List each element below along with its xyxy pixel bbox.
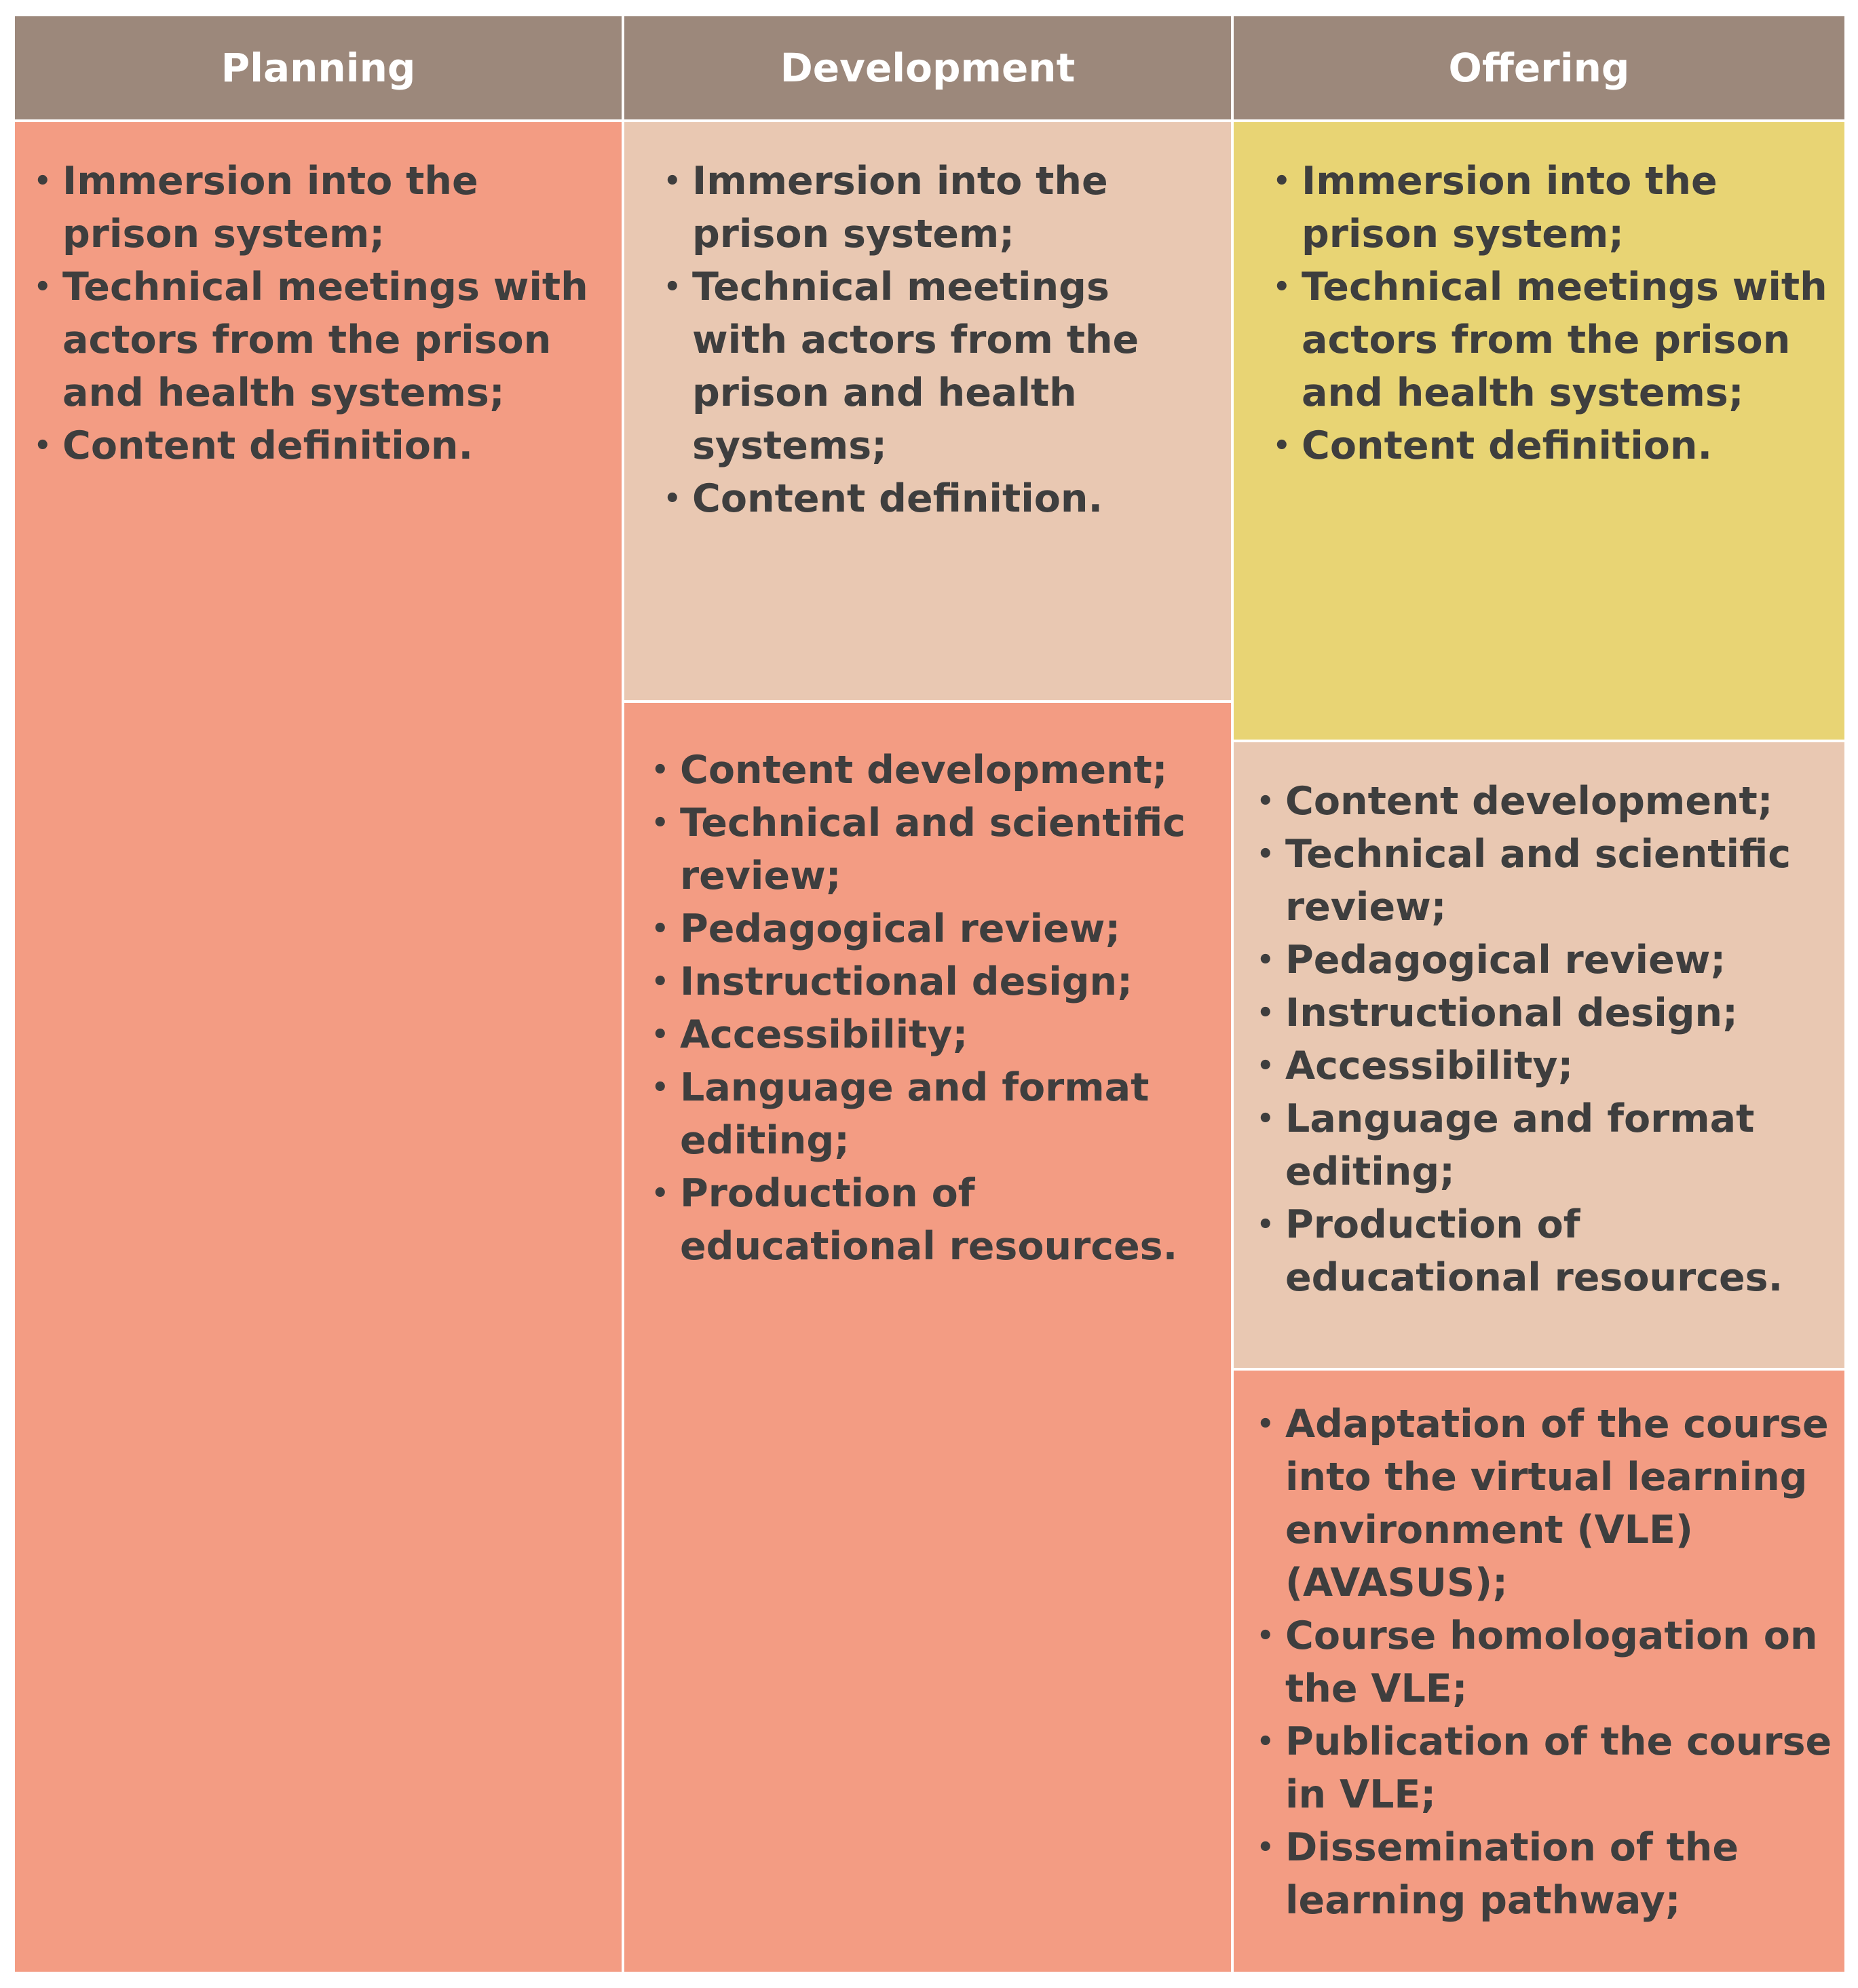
list-item: [649, 955, 1224, 1008]
list-item-text: Content definition.: [692, 476, 1103, 521]
bullet-icon: •: [1257, 1620, 1274, 1651]
bullet-icon: •: [1257, 944, 1274, 976]
list-item: [649, 1061, 1224, 1167]
list-item-text: Language and format editing;: [1285, 1096, 1755, 1194]
list-item-text: Immersion into the prison system;: [692, 159, 1108, 256]
list-item-text: Technical meetings with actors from the prison and health systems;: [62, 265, 588, 415]
list-item-text: Immersion into the prison system;: [1302, 159, 1718, 256]
bullet-icon: •: [1257, 1726, 1274, 1757]
list-item: [31, 261, 608, 419]
planning-cell: [15, 122, 622, 1972]
list-item-text: Immersion into the prison system;: [62, 159, 478, 256]
list-item-text: Instructional design;: [1285, 991, 1738, 1035]
bullet-icon: •: [1257, 839, 1274, 870]
list-item: [1254, 1398, 1838, 1609]
list-item-text: Course homologation on the VLE;: [1285, 1613, 1818, 1711]
list-item-text: Technical and scientific review;: [680, 801, 1186, 898]
list-item: [1254, 934, 1838, 987]
bullet-icon: •: [1257, 1832, 1274, 1863]
list-item-text: Content development;: [680, 748, 1168, 792]
list-item: [1254, 1821, 1838, 1927]
development-list-2: [649, 744, 1224, 1273]
list-item: [1270, 419, 1831, 472]
list-item-text: Content development;: [1285, 779, 1773, 824]
list-item: [649, 1167, 1224, 1273]
list-item: [649, 797, 1224, 902]
list-item-text: Dissemination of the learning pathway;: [1285, 1825, 1739, 1923]
list-item-text: Language and format editing;: [680, 1065, 1150, 1163]
bullet-icon: •: [1257, 1103, 1274, 1134]
list-item: [1270, 155, 1831, 261]
phases-table: [15, 16, 1844, 1972]
offering-list-2: [1254, 775, 1838, 1304]
list-item: [1254, 987, 1838, 1039]
offering-cell-1: [1234, 122, 1844, 740]
bullet-icon: •: [1273, 166, 1291, 197]
bullet-icon: •: [651, 1178, 669, 1209]
bullet-icon: •: [664, 166, 681, 197]
list-item: [1254, 1198, 1838, 1304]
list-item: [661, 261, 1217, 472]
bullet-icon: •: [1257, 1409, 1274, 1440]
planning-list: [31, 155, 608, 472]
bullet-icon: •: [651, 807, 669, 839]
development-cell-2: [624, 703, 1231, 1972]
list-item: [649, 744, 1224, 797]
list-item-text: Adaptation of the course into the virtual learning environment (VLE) (AVASUS);: [1285, 1402, 1829, 1605]
list-item: [1254, 828, 1838, 934]
bullet-icon: •: [651, 913, 669, 944]
bullet-icon: •: [664, 483, 681, 514]
list-item-text: Accessibility;: [1285, 1044, 1574, 1088]
bullet-icon: •: [651, 966, 669, 997]
bullet-icon: •: [651, 1072, 669, 1103]
bullet-icon: •: [664, 271, 681, 303]
list-item: [649, 902, 1224, 955]
bullet-icon: •: [1257, 786, 1274, 817]
list-item-text: Accessibility;: [680, 1012, 968, 1057]
bullet-icon: •: [34, 166, 52, 197]
list-item: [1254, 1715, 1838, 1821]
bullet-icon: •: [1273, 271, 1291, 303]
bullet-icon: •: [1257, 1209, 1274, 1240]
header-development: Development: [624, 16, 1231, 119]
development-cell-1: [624, 122, 1231, 700]
bullet-icon: •: [651, 754, 669, 786]
list-item-text: Publication of the course in VLE;: [1285, 1719, 1832, 1817]
header-planning: Planning: [15, 16, 622, 119]
list-item: [661, 472, 1217, 525]
list-item: [1254, 775, 1838, 828]
list-item: [31, 419, 608, 472]
list-item-text: Technical and scientific review;: [1285, 832, 1791, 930]
list-item-text: Content definition.: [62, 423, 474, 468]
header-offering: Offering: [1234, 16, 1844, 119]
bullet-icon: •: [1257, 1050, 1274, 1082]
list-item: [1270, 261, 1831, 419]
list-item: [1254, 1039, 1838, 1092]
list-item-text: Pedagogical review;: [1285, 938, 1726, 982]
bullet-icon: •: [651, 1019, 669, 1050]
list-item: [1254, 1609, 1838, 1715]
list-item-text: Content definition.: [1302, 423, 1713, 468]
bullet-icon: •: [1257, 997, 1274, 1029]
list-item-text: Technical meetings with actors from the prison and health systems;: [1302, 265, 1827, 415]
list-item-text: Pedagogical review;: [680, 906, 1121, 951]
list-item: [1254, 1092, 1838, 1198]
list-item-text: Production of educational resources.: [680, 1171, 1178, 1269]
development-list-1: [661, 155, 1217, 525]
list-item-text: Instructional design;: [680, 959, 1133, 1004]
list-item-text: Production of educational resources.: [1285, 1202, 1783, 1300]
offering-cell-3: [1234, 1371, 1844, 1972]
offering-list-1: [1270, 155, 1831, 472]
offering-cell-2: [1234, 742, 1844, 1368]
bullet-icon: •: [34, 430, 52, 461]
list-item: [31, 155, 608, 261]
bullet-icon: •: [1273, 430, 1291, 461]
list-item: [649, 1008, 1224, 1061]
list-item-text: Technical meetings with actors from the prison and health systems;: [692, 265, 1139, 468]
offering-list-3: [1254, 1398, 1838, 1927]
bullet-icon: •: [34, 271, 52, 303]
list-item: [661, 155, 1217, 261]
